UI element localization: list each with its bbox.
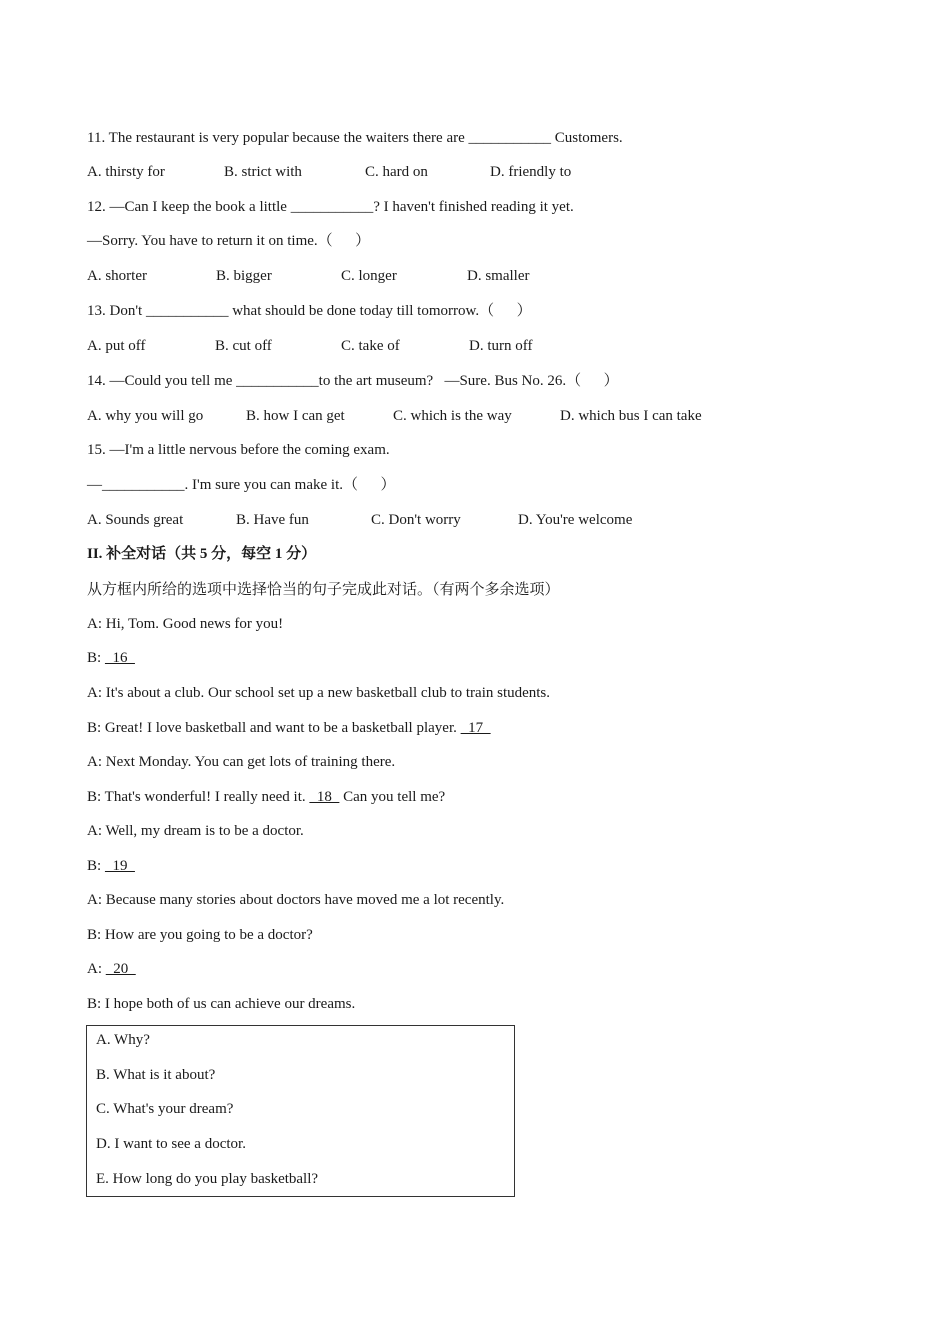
option-a: A. Sounds great [87, 512, 184, 528]
question-15-options [87, 510, 633, 530]
blank-19: 19 [104, 858, 135, 874]
question-12-stem: 12. —Can I keep the book a little ___________? I haven't finished reading it yet. [87, 199, 574, 215]
question-13-options [87, 336, 533, 356]
section-2-title: II. 补全对话（共 5 分，每空 1 分） [87, 546, 317, 562]
blank-17: 17 [460, 720, 491, 736]
option-b: B. cut off [215, 338, 272, 354]
section-2-instruction: 从方框内所给的选项中选择恰当的句子完成此对话。（有两个多余选项） [87, 582, 560, 598]
choice-c: C. What's your dream? [96, 1101, 234, 1117]
choice-d: D. I want to see a doctor. [96, 1136, 246, 1152]
dialogue-line: A: Well, my dream is to be a doctor. [87, 823, 304, 839]
dialogue-line: A: It's about a club. Our school set up a new basketball club to train students. [87, 685, 551, 701]
option-a: A. why you will go [87, 408, 204, 424]
option-c: C. Don't worry [371, 512, 461, 528]
blank-16: 16 [104, 650, 135, 666]
choice-a: A. Why? [96, 1032, 150, 1048]
question-12-options [87, 266, 530, 286]
option-b: B. bigger [216, 268, 272, 284]
dialogue-line: A: Because many stories about doctors have moved me a lot recently. [87, 892, 505, 908]
option-d: D. smaller [467, 268, 530, 284]
option-d: D. You're welcome [518, 512, 633, 528]
option-c: C. which is the way [393, 408, 512, 424]
option-d: D. which bus I can take [560, 408, 702, 424]
question-12-stem-reply: —Sorry. You have to return it on time.（ ） [87, 233, 371, 249]
option-a: A. thirsty for [87, 164, 165, 180]
choice-b: B. What is it about? [96, 1067, 216, 1083]
option-a: A. shorter [87, 268, 147, 284]
choice-e: E. How long do you play basketball? [96, 1171, 319, 1187]
dialogue-line: B: How are you going to be a doctor? [87, 927, 313, 943]
blank-18: 18 [309, 789, 340, 805]
option-d: D. turn off [469, 338, 533, 354]
option-b: B. how I can get [246, 408, 345, 424]
option-a: A. put off [87, 338, 146, 354]
question-13-stem: 13. Don't ___________ what should be done today till tomorrow.（ ） [87, 303, 532, 319]
dialogue-line: B: I hope both of us can achieve our dreams. [87, 996, 356, 1012]
question-14-stem: 14. —Could you tell me ___________to the art museum? —Sure. Bus No. 26.（ ） [87, 373, 619, 389]
dialogue-line: B: 19 [87, 858, 135, 874]
dialogue-line: A: 20 [87, 961, 136, 977]
dialogue-line: B: That's wonderful! I really need it. 18 Can you tell me? [87, 789, 446, 805]
dialogue-line: A: Hi, Tom. Good news for you! [87, 616, 284, 632]
dialogue-line: B: 16 [87, 650, 135, 666]
question-14-options [87, 406, 702, 426]
dialogue-line: B: Great! I love basketball and want to be a basketball player. 17 [87, 720, 491, 736]
choices-box [86, 1025, 515, 1197]
option-c: C. hard on [365, 164, 428, 180]
dialogue-line: A: Next Monday. You can get lots of training there. [87, 754, 396, 770]
question-11-stem: 11. The restaurant is very popular because the waiters there are ___________ Customers. [87, 130, 623, 146]
question-11-options [87, 162, 572, 182]
option-c: C. longer [341, 268, 397, 284]
question-15-stem: 15. —I'm a little nervous before the coming exam. [87, 442, 390, 458]
option-b: B. strict with [224, 164, 302, 180]
question-15-stem-reply: —___________. I'm sure you can make it.（ ） [87, 477, 396, 493]
option-b: B. Have fun [236, 512, 309, 528]
option-c: C. take of [341, 338, 400, 354]
option-d: D. friendly to [490, 164, 572, 180]
blank-20: 20 [105, 961, 136, 977]
